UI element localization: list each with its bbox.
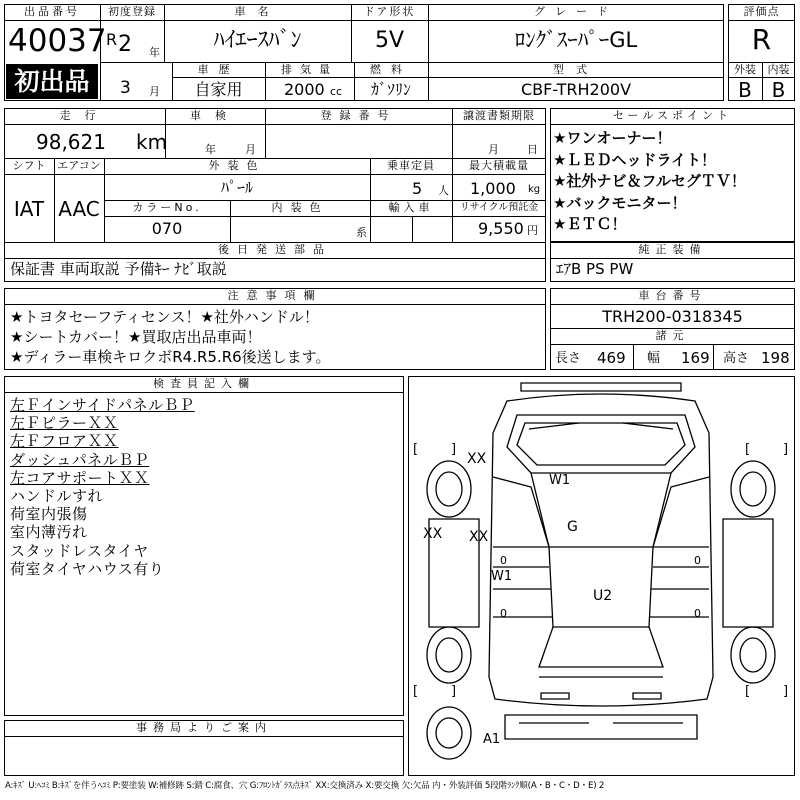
year-unit: 年 [149,46,160,59]
capacity-value: 5 [412,179,423,198]
bracket-mark: ] [451,442,457,457]
type-code: CBF-TRH200V [520,80,632,99]
damage-mark-xx: XX [469,529,489,545]
zero-mark: 0 [694,554,701,567]
sales-point-item: ★バックモニター！ [553,193,687,212]
inspector-line: 室内薄汚れ [10,523,88,542]
kg-unit: kg [528,184,541,195]
width-label: 幅 [647,351,661,366]
mileage-value: 98,621 [36,130,106,154]
bracket-mark: ] [783,684,789,699]
bracket-mark: ] [451,684,457,699]
dimensions-label: 諸元 [655,329,690,342]
note-line: ★ディラー車検キロクボR4.R5.R6後送します。 [10,348,331,366]
door-type: 5V [374,28,405,53]
door-label: ドア形状 [363,5,416,18]
exterior-label: 外装 [734,63,756,76]
registration-era: R [106,30,118,49]
load-label: 最大積載量 [469,159,529,172]
damage-mark-xx: XX [423,526,443,542]
color-no-label: カラーNo. [132,201,202,214]
sales-point-item: ★ワンオーナー！ [553,129,672,147]
inspector-notes [10,396,400,578]
length-label: 長さ [555,351,582,366]
registration-month: 3 [120,78,131,98]
inspector-line: 左ＦピラーＸＸ [10,414,119,433]
note-line: ★トヨタセーフティセンス！★社外ハンドル！ [10,308,319,326]
mileage-label: 走行 [59,109,110,122]
sales-point-item: ★社外ナビ＆フルセグＴＶ！ [553,172,746,190]
color-value: ﾊﾟｰﾙ [220,178,253,197]
capacity-label: 乗車定員 [387,159,435,172]
inspection-label: 車検 [190,109,240,122]
cc-unit: cc [330,85,343,98]
ac-label: エアコン [57,159,101,172]
zero-mark: 0 [500,554,507,567]
registration-year: 2 [118,32,132,57]
color-no-value: 070 [151,219,183,238]
yen-unit: 円 [527,224,538,237]
height-label: 高さ [723,351,750,366]
lot-number: 40037 [8,23,107,59]
ac-value: AAC [58,197,100,221]
inspector-label: 検査員記入欄 [153,377,255,390]
shift-value: IAT [13,197,45,221]
import-label: 輸入車 [388,201,434,214]
bracket-mark: [ [413,442,419,457]
damage-mark-u2: U2 [593,588,613,604]
damage-mark-xx: XX [467,451,487,467]
lot-number-label: 出品番号 [24,5,80,18]
bracket-mark: [ [745,442,751,457]
model-label: 車名 [234,5,281,18]
model-name: ﾊｲｴｰｽﾊﾞﾝ [213,28,302,53]
notes-label: 注意事項欄 [227,289,323,302]
chassis-label: 車台番号 [638,289,707,302]
chassis-number: TRH200-0318345 [602,307,743,326]
person-unit: 人 [438,184,449,197]
series-unit: 系 [356,226,367,239]
deadline-day-unit: 日 [527,143,538,156]
grade: ﾛﾝｸﾞｽｰﾊﾟｰGL [514,28,638,52]
zero-mark: 0 [694,607,701,620]
deadline-month-unit: 月 [488,143,499,156]
inspector-line: スタッドレスタイヤ [10,541,149,560]
bracket-mark: ] [783,442,789,457]
shift-label: シフト [12,159,46,172]
bracket-mark: [ [745,684,751,699]
length-value: 469 [597,349,626,367]
later-parts-label: 後日発送部品 [218,243,332,256]
sales-point-item: ★ＥＴＣ！ [553,215,627,233]
doc-deadline-label: 譲渡書類期限 [463,109,535,122]
grade-label: グレード [534,5,618,18]
sales-points-label: セールスポイント [612,109,732,122]
office-label: 事務局よりご案内 [136,721,272,734]
equipment-label: 純正装備 [638,243,707,256]
fuel-label: 燃料 [370,63,412,76]
inspector-line: ハンドルすれ [10,487,104,506]
legend: A:ｷｽﾞ U:ﾍｺﾐ B:ｷｽﾞを伴うﾍｺﾐ P:要塗装 W:補修跡 S:錆 C:腐食、穴 G:ﾌﾛﾝﾄｶﾞﾗｽ点ｷｽﾞ XX:交換済み X:要交換 欠:欠品 内・外装評価 5段階ﾗﾝｸ順(A・B・C・D・E) 2 [5,781,605,791]
recycle-value: 9,550 [478,219,524,238]
inspection-year-unit: 年 [205,143,216,156]
zero-mark: 0 [500,607,507,620]
inspector-line: 荷室タイヤハウス有り [10,559,165,578]
notes-list [10,307,544,367]
sales-point-item: ★ＬＥＤヘッドライト！ [553,150,716,169]
damage-mark-a1: A1 [483,732,501,747]
inspector-line: 荷室内張傷 [10,505,88,524]
first-listing-badge: 初出品 [6,64,98,99]
history-label: 車歴 [197,63,240,76]
rating-label: 評価点 [743,5,780,18]
displacement-label: 排気量 [281,63,338,76]
plate-label: 登録番号 [320,109,397,122]
km-unit: km [136,130,168,154]
equipment-value: ｴｱB PS PW [556,260,634,278]
interior-grade: B [771,78,786,102]
interior-color-label: 内装色 [271,201,329,214]
fuel-value: ｶﾞｿﾘﾝ [370,80,411,99]
damage-mark-w1: W1 [491,569,513,584]
inspector-line: 左コアサポートＸＸ [10,468,150,487]
inspection-month-unit: 月 [245,143,256,156]
month-unit: 月 [149,85,160,98]
damage-mark-w1: W1 [549,473,571,488]
displacement-value: 2000 [284,80,325,99]
color-label: 外装色 [208,159,266,172]
type-label: 型式 [553,63,599,76]
sales-points-list [553,128,793,236]
later-parts-value: 保証書 車両取説 予備ｷｰ ﾅﾋﾞ取説 [10,260,227,278]
rating-value: R [751,23,772,56]
load-value: 1,000 [470,179,516,198]
recycle-label: リサイクル預託金 [459,202,539,213]
height-value: 198 [761,349,790,367]
note-line: ★シートカバー！★買取店出品車両！ [10,328,262,346]
exterior-grade: B [738,78,752,102]
car-diagram [408,376,795,776]
inspector-line: ダッシュパネルＢＰ [10,450,150,469]
bracket-mark: [ [413,684,419,699]
interior-label: 内装 [767,63,790,76]
inspector-line: 左ＦインサイドパネルＢＰ [10,396,195,414]
car-outline [409,377,794,775]
damage-mark-g: G [567,519,578,535]
history-value: 自家用 [194,80,243,99]
inspector-line: 左ＦフロアＸＸ [10,432,119,451]
width-value: 169 [681,349,710,367]
registration-label: 初度登録 [108,5,156,18]
